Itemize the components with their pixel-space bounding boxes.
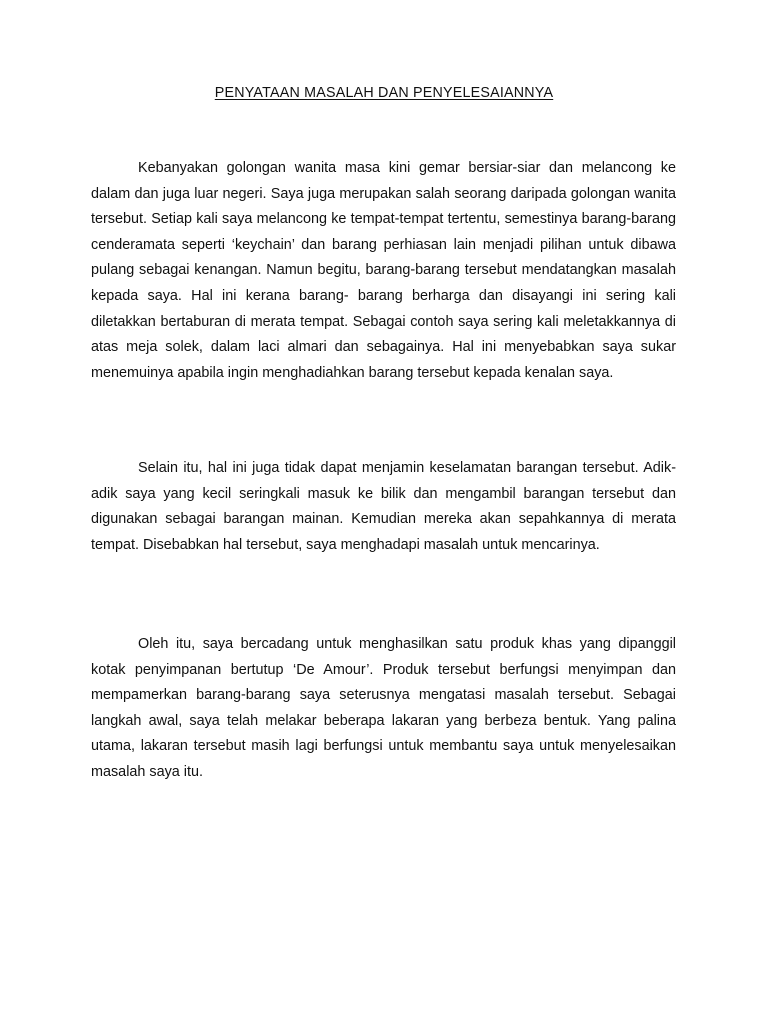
- paragraph-3: Oleh itu, saya bercadang untuk menghasilkan satu produk khas yang dipanggil kotak penyimpanan bertutup ‘De Amour’. Produk tersebut berfungsi menyimpan dan mempamerkan barang-barang saya seterusnya mengatasi masalah tersebut. Sebagai langkah awal, saya telah melakar beberapa lakaran yang berbeza bentuk. Yang palina utama, lakaran tersebut masih lagi berfungsi untuk membantu saya untuk menyelesaikan masalah saya itu.: [91, 636, 676, 780]
- paragraph-1: Kebanyakan golongan wanita masa kini gemar bersiar-siar dan melancong ke dalam dan juga luar negeri. Saya juga merupakan salah seorang daripada golongan wanita tersebut. Setiap kali saya melancong ke tempat-tempat tertentu, semestinya barang-barang cenderamata seperti ‘keychain’ dan barang perhiasan lain menjadi pilihan untuk dibawa pulang sebagai kenangan. Namun begitu, barang-barang tersebut mendatangkan masalah kepada saya. Hal ini kerana barang- barang berharga dan disayangi ini sering kali diletakkan bertaburan di merata tempat. Sebagai contoh saya sering kali meletakkannya di atas meja solek, dalam laci almari dan sebagainya. Hal ini menyebabkan saya sukar menemuinya apabila ingin menghadiahkan barang tersebut kepada kenalan saya.: [91, 160, 676, 381]
- paragraph-2: Selain itu, hal ini juga tidak dapat menjamin keselamatan barangan tersebut. Adik-adik saya yang kecil seringkali masuk ke bilik dan mengambil barangan tersebut dan digunakan sebagai barangan mainan. Kemudian mereka akan sepahkannya di merata tempat. Disebabkan hal tersebut, saya menghadapi masalah untuk mencarinya.: [91, 460, 676, 553]
- document-title: PENYATAAN MASALAH DAN PENYELESAIANNYA: [214, 85, 554, 101]
